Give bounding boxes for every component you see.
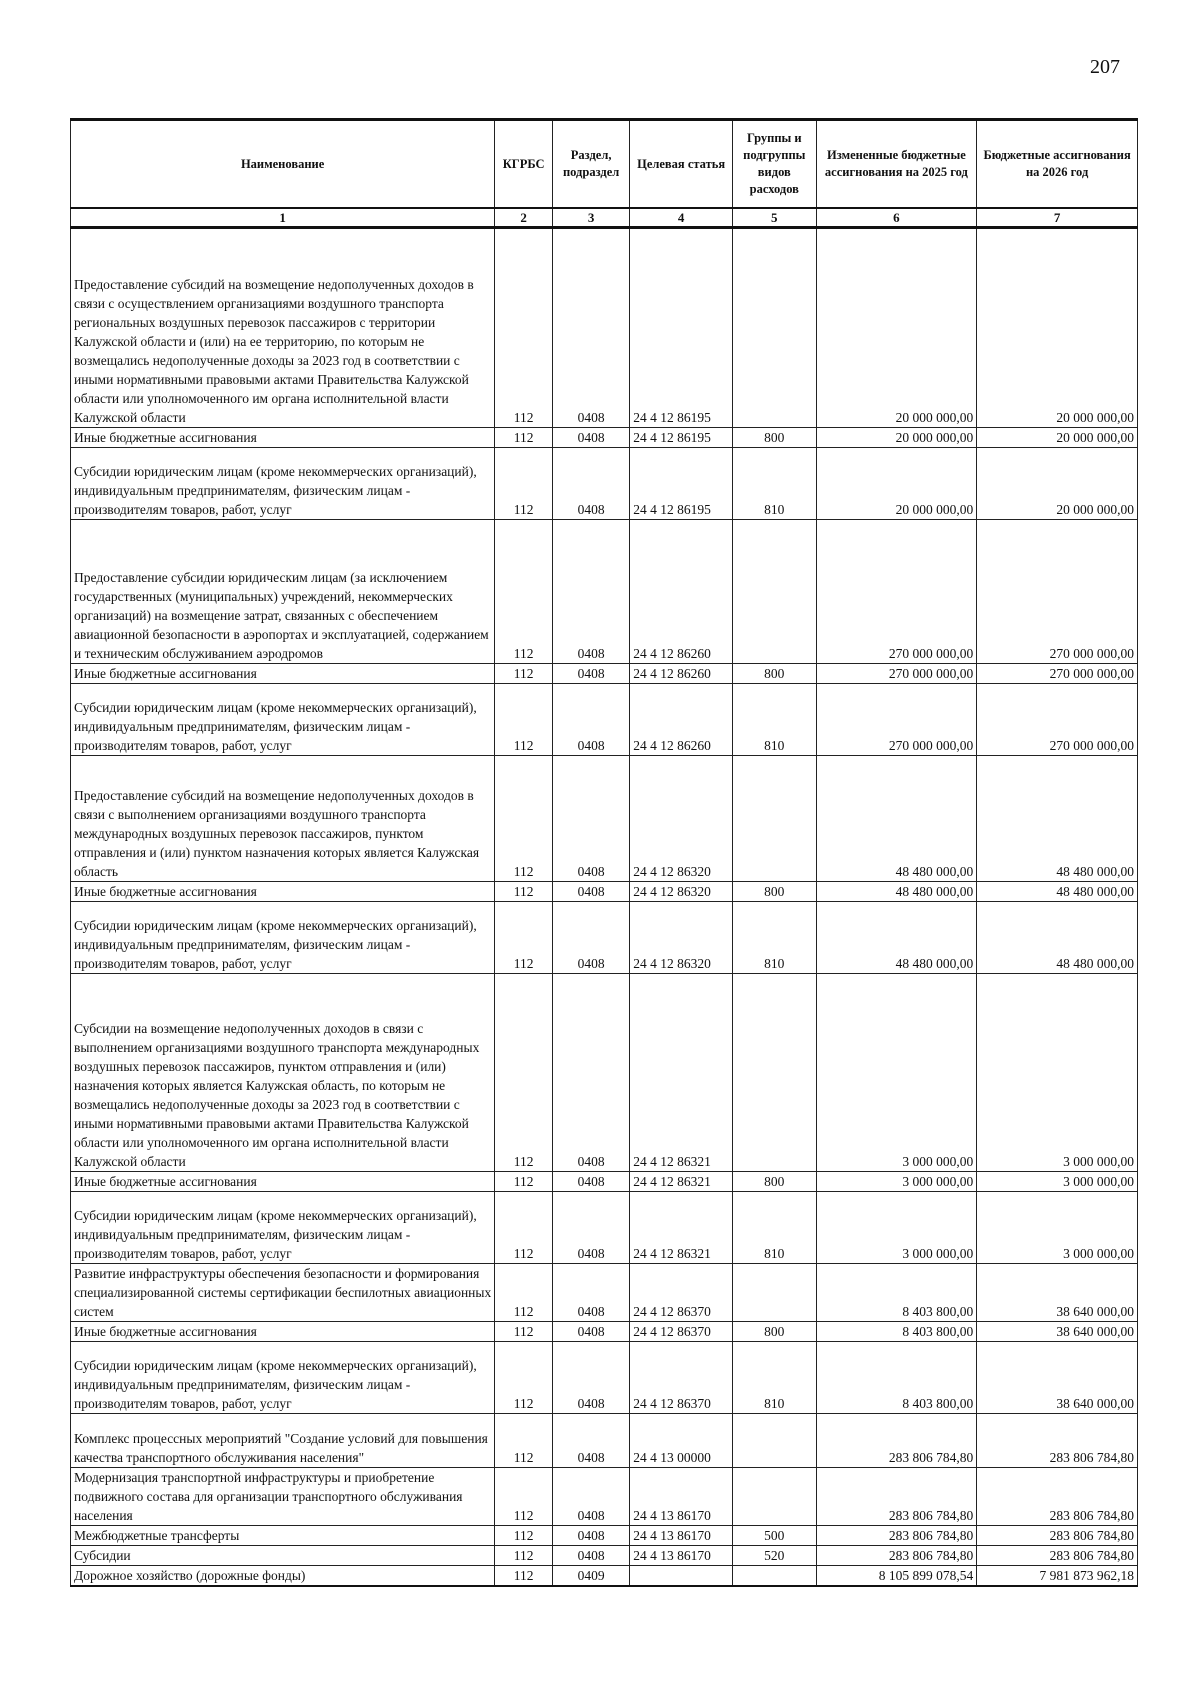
row-expense-group (733, 520, 817, 664)
row-kgrbs: 112 (495, 902, 553, 974)
row-target-article: 24 4 12 86321 (630, 1172, 733, 1192)
row-target-article: 24 4 12 86260 (630, 664, 733, 684)
row-amount-2025: 3 000 000,00 (816, 974, 977, 1172)
row-expense-group (733, 1414, 817, 1468)
row-target-article: 24 4 12 86370 (630, 1322, 733, 1342)
row-amount-2025: 48 480 000,00 (816, 882, 977, 902)
row-amount-2025: 283 806 784,80 (816, 1468, 977, 1526)
row-section: 0408 (553, 902, 630, 974)
row-section: 0408 (553, 1192, 630, 1264)
row-expense-group (733, 1264, 817, 1322)
row-kgrbs: 112 (495, 684, 553, 756)
table-row (71, 1414, 1138, 1468)
row-kgrbs: 112 (495, 1322, 553, 1342)
row-kgrbs: 112 (495, 1342, 553, 1414)
row-target-article: 24 4 12 86195 (630, 228, 733, 428)
table-row (71, 756, 1138, 882)
row-target-article: 24 4 12 86370 (630, 1342, 733, 1414)
row-expense-group: 800 (733, 428, 817, 448)
row-section: 0408 (553, 1342, 630, 1414)
row-amount-2026: 7 981 873 962,18 (977, 1566, 1138, 1587)
row-amount-2026: 283 806 784,80 (977, 1546, 1138, 1566)
row-amount-2026: 3 000 000,00 (977, 974, 1138, 1172)
row-name: Дорожное хозяйство (дорожные фонды) (71, 1566, 495, 1587)
row-expense-group: 810 (733, 1342, 817, 1414)
row-amount-2025: 3 000 000,00 (816, 1192, 977, 1264)
table-row (71, 1546, 1138, 1566)
row-section: 0408 (553, 1264, 630, 1322)
table-row (71, 520, 1138, 664)
row-amount-2026: 283 806 784,80 (977, 1468, 1138, 1526)
header-expense-groups: Группы и подгруппы видов расходов (733, 120, 817, 209)
row-target-article: 24 4 12 86195 (630, 428, 733, 448)
row-kgrbs: 112 (495, 1192, 553, 1264)
row-amount-2025: 3 000 000,00 (816, 1172, 977, 1192)
table-row (71, 228, 1138, 428)
row-expense-group: 810 (733, 902, 817, 974)
row-name: Субсидии юридическим лицам (кроме некоммерческих организаций), индивидуальным предпринимателям, физическим лицам - производителям товаров, работ, услуг (71, 902, 495, 974)
row-amount-2026: 20 000 000,00 (977, 428, 1138, 448)
row-section: 0408 (553, 882, 630, 902)
row-kgrbs: 112 (495, 1414, 553, 1468)
row-kgrbs: 112 (495, 448, 553, 520)
row-expense-group (733, 974, 817, 1172)
row-amount-2026: 270 000 000,00 (977, 684, 1138, 756)
row-target-article: 24 4 12 86320 (630, 756, 733, 882)
row-name: Субсидии (71, 1546, 495, 1566)
row-name: Субсидии юридическим лицам (кроме некоммерческих организаций), индивидуальным предпринимателям, физическим лицам - производителям товаров, работ, услуг (71, 1192, 495, 1264)
row-amount-2025: 48 480 000,00 (816, 902, 977, 974)
row-amount-2026: 283 806 784,80 (977, 1526, 1138, 1546)
row-kgrbs: 112 (495, 520, 553, 664)
budget-table (70, 118, 1138, 1587)
row-target-article: 24 4 13 86170 (630, 1526, 733, 1546)
row-kgrbs: 112 (495, 1566, 553, 1587)
table-row (71, 1526, 1138, 1546)
row-expense-group (733, 1566, 817, 1587)
header-row (71, 120, 1138, 209)
row-kgrbs: 112 (495, 1546, 553, 1566)
column-number: 7 (977, 208, 1138, 228)
table-row (71, 664, 1138, 684)
row-target-article: 24 4 13 86170 (630, 1468, 733, 1526)
table-row (71, 974, 1138, 1172)
header-target-article: Целевая статья (630, 120, 733, 209)
header-name: Наименование (71, 120, 495, 209)
row-target-article: 24 4 12 86260 (630, 520, 733, 664)
column-number-row (71, 208, 1138, 228)
row-kgrbs: 112 (495, 1468, 553, 1526)
row-kgrbs: 112 (495, 974, 553, 1172)
row-amount-2026: 20 000 000,00 (977, 228, 1138, 428)
column-number: 5 (733, 208, 817, 228)
row-expense-group: 810 (733, 684, 817, 756)
row-amount-2026: 270 000 000,00 (977, 520, 1138, 664)
table-row (71, 1192, 1138, 1264)
row-name: Иные бюджетные ассигнования (71, 882, 495, 902)
row-section: 0408 (553, 1322, 630, 1342)
row-name: Иные бюджетные ассигнования (71, 664, 495, 684)
row-section: 0408 (553, 520, 630, 664)
row-section: 0408 (553, 974, 630, 1172)
row-amount-2025: 8 403 800,00 (816, 1342, 977, 1414)
row-amount-2025: 270 000 000,00 (816, 664, 977, 684)
row-expense-group: 810 (733, 1192, 817, 1264)
row-expense-group: 800 (733, 1172, 817, 1192)
row-kgrbs: 112 (495, 1526, 553, 1546)
table-row (71, 1172, 1138, 1192)
row-expense-group (733, 756, 817, 882)
column-number: 2 (495, 208, 553, 228)
column-number: 6 (816, 208, 977, 228)
row-target-article: 24 4 12 86320 (630, 902, 733, 974)
row-amount-2026: 38 640 000,00 (977, 1264, 1138, 1322)
row-expense-group: 800 (733, 882, 817, 902)
row-amount-2025: 8 403 800,00 (816, 1264, 977, 1322)
row-kgrbs: 112 (495, 882, 553, 902)
row-amount-2025: 270 000 000,00 (816, 520, 977, 664)
row-section: 0408 (553, 428, 630, 448)
row-section: 0408 (553, 228, 630, 428)
row-expense-group: 800 (733, 664, 817, 684)
row-amount-2026: 38 640 000,00 (977, 1342, 1138, 1414)
row-amount-2026: 20 000 000,00 (977, 448, 1138, 520)
column-number: 1 (71, 208, 495, 228)
table-row (71, 684, 1138, 756)
row-name: Предоставление субсидий на возмещение недополученных доходов в связи с осуществлением организациями воздушного транспорта региональных воздушных перевозок пассажиров с территории Калужской области и (или) на ее территорию, по которым не возмещались недополученные доходы за 2023 год в соответствии с иными нормативными правовыми актами Правительства Калужской области или уполномоченного им органа исполнительной власти Калужской области (71, 228, 495, 428)
row-amount-2025: 48 480 000,00 (816, 756, 977, 882)
row-amount-2025: 283 806 784,80 (816, 1526, 977, 1546)
row-target-article: 24 4 12 86321 (630, 1192, 733, 1264)
row-name: Модернизация транспортной инфраструктуры и приобретение подвижного состава для организации транспортного обслуживания населения (71, 1468, 495, 1526)
row-expense-group (733, 228, 817, 428)
row-amount-2025: 283 806 784,80 (816, 1546, 977, 1566)
row-amount-2025: 20 000 000,00 (816, 228, 977, 428)
row-name: Субсидии юридическим лицам (кроме некоммерческих организаций), индивидуальным предпринимателям, физическим лицам - производителям товаров, работ, услуг (71, 684, 495, 756)
row-section: 0408 (553, 1468, 630, 1526)
table-row (71, 902, 1138, 974)
row-expense-group (733, 1468, 817, 1526)
row-kgrbs: 112 (495, 664, 553, 684)
row-kgrbs: 112 (495, 1264, 553, 1322)
column-number: 3 (553, 208, 630, 228)
table-row (71, 428, 1138, 448)
row-section: 0408 (553, 448, 630, 520)
row-section: 0409 (553, 1566, 630, 1587)
row-amount-2026: 283 806 784,80 (977, 1414, 1138, 1468)
row-amount-2026: 270 000 000,00 (977, 664, 1138, 684)
row-amount-2026: 38 640 000,00 (977, 1322, 1138, 1342)
row-expense-group: 520 (733, 1546, 817, 1566)
table-row (71, 1468, 1138, 1526)
row-amount-2026: 48 480 000,00 (977, 902, 1138, 974)
table-row (71, 1264, 1138, 1322)
row-amount-2026: 48 480 000,00 (977, 756, 1138, 882)
row-target-article: 24 4 13 00000 (630, 1414, 733, 1468)
row-name: Развитие инфраструктуры обеспечения безопасности и формирования специализированной системы сертификации беспилотных авиационных систем (71, 1264, 495, 1322)
row-amount-2025: 270 000 000,00 (816, 684, 977, 756)
header-section: Раздел, подраздел (553, 120, 630, 209)
row-expense-group: 800 (733, 1322, 817, 1342)
row-amount-2025: 8 105 899 078,54 (816, 1566, 977, 1587)
row-expense-group: 500 (733, 1526, 817, 1546)
row-target-article: 24 4 13 86170 (630, 1546, 733, 1566)
row-amount-2025: 20 000 000,00 (816, 448, 977, 520)
row-kgrbs: 112 (495, 1172, 553, 1192)
row-amount-2025: 283 806 784,80 (816, 1414, 977, 1468)
column-number: 4 (630, 208, 733, 228)
row-kgrbs: 112 (495, 756, 553, 882)
row-amount-2025: 8 403 800,00 (816, 1322, 977, 1342)
row-name: Субсидии на возмещение недополученных доходов в связи с выполнением организациями воздушного транспорта международных воздушных перевозок пассажиров, пунктом отправления и (или) назначения которых является Калужская область, по которым не возмещались недополученные доходы за 2023 год в соответствии с иными нормативными правовыми актами Правительства Калужской области или уполномоченного им органа исполнительной власти Калужской области (71, 974, 495, 1172)
row-target-article: 24 4 12 86320 (630, 882, 733, 902)
row-target-article: 24 4 12 86260 (630, 684, 733, 756)
row-amount-2026: 3 000 000,00 (977, 1192, 1138, 1264)
table-row (71, 448, 1138, 520)
row-section: 0408 (553, 684, 630, 756)
row-name: Субсидии юридическим лицам (кроме некоммерческих организаций), индивидуальным предпринимателям, физическим лицам - производителям товаров, работ, услуг (71, 1342, 495, 1414)
row-name: Межбюджетные трансферты (71, 1526, 495, 1546)
row-target-article: 24 4 12 86370 (630, 1264, 733, 1322)
row-section: 0408 (553, 1414, 630, 1468)
table-row (71, 1342, 1138, 1414)
row-name: Предоставление субсидии юридическим лицам (за исключением государственных (муниципальных) учреждений, некоммерческих организаций) на возмещение затрат, связанных с обеспечением авиационной безопасности в аэропортах и эксплуатацией, содержанием и техническим обслуживанием аэродромов (71, 520, 495, 664)
row-amount-2026: 48 480 000,00 (977, 882, 1138, 902)
row-section: 0408 (553, 1526, 630, 1546)
row-target-article (630, 1566, 733, 1587)
row-amount-2025: 20 000 000,00 (816, 428, 977, 448)
header-amount-2025: Измененные бюджетные ассигнования на 2025 год (816, 120, 977, 209)
header-amount-2026: Бюджетные ассигнования на 2026 год (977, 120, 1138, 209)
page-number: 207 (1090, 56, 1120, 78)
row-name: Комплекс процессных мероприятий "Создание условий для повышения качества транспортного обслуживания населения" (71, 1414, 495, 1468)
row-amount-2026: 3 000 000,00 (977, 1172, 1138, 1192)
table-row (71, 1566, 1138, 1587)
row-name: Иные бюджетные ассигнования (71, 1172, 495, 1192)
row-section: 0408 (553, 1546, 630, 1566)
row-name: Предоставление субсидий на возмещение недополученных доходов в связи с выполнением организациями воздушного транспорта международных воздушных перевозок пассажиров, пунктом отправления и (или) пунктом назначения которых является Калужская область (71, 756, 495, 882)
row-kgrbs: 112 (495, 228, 553, 428)
row-section: 0408 (553, 756, 630, 882)
row-expense-group: 810 (733, 448, 817, 520)
row-target-article: 24 4 12 86195 (630, 448, 733, 520)
header-kgrbs: КГРБС (495, 120, 553, 209)
table-row (71, 882, 1138, 902)
row-section: 0408 (553, 664, 630, 684)
row-name: Иные бюджетные ассигнования (71, 428, 495, 448)
table-row (71, 1322, 1138, 1342)
row-name: Иные бюджетные ассигнования (71, 1322, 495, 1342)
row-kgrbs: 112 (495, 428, 553, 448)
row-section: 0408 (553, 1172, 630, 1192)
row-target-article: 24 4 12 86321 (630, 974, 733, 1172)
row-name: Субсидии юридическим лицам (кроме некоммерческих организаций), индивидуальным предпринимателям, физическим лицам - производителям товаров, работ, услуг (71, 448, 495, 520)
